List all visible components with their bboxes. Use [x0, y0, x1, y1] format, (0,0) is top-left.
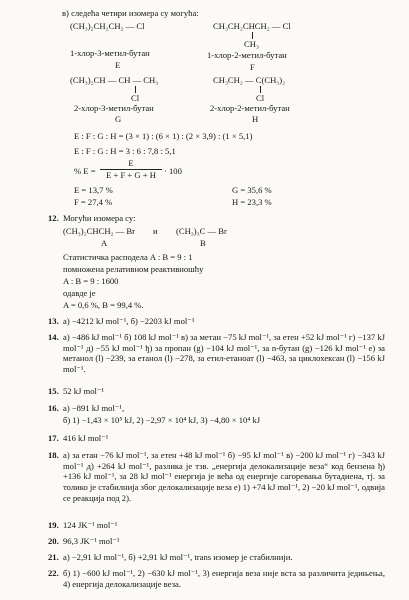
isomer-e-letter: E [115, 60, 121, 70]
problem-12-line-3: A : B = 9 : 1600 [63, 276, 119, 286]
problem-17-answer: 416 kJ mol⁻¹ [63, 433, 109, 443]
problem-13-number: 13. [48, 316, 59, 326]
isomer-g-bond [135, 86, 136, 93]
result-e: E = 13,7 % [74, 185, 113, 195]
problem-22-answer: б) 1) −600 kJ mol⁻¹, 2) −630 kJ mol⁻¹, 3) енергија веза није вста за различита једињења, 4) енергија делокализације веза. [63, 568, 385, 589]
problem-16-line-2: б) 1) −1,43 × 10⁵ kJ, 2) −2,97 × 10⁴ kJ, 3) −4,80 × 10⁴ kJ [63, 415, 261, 425]
problem-21-answer: a) −2,91 kJ mol⁻¹, б) +2,91 kJ mol⁻¹, trans изомер је стабилнији. [63, 552, 293, 562]
ratio-line-2: E : F : G : H = 3 : 6 : 7,8 : 5,1 [74, 146, 176, 156]
isomer-f-bond [252, 32, 253, 39]
problem-12-line-4: одавде је [63, 288, 96, 298]
problem-20-answer: 96,3 JK⁻¹ mol⁻¹ [63, 536, 120, 546]
problem-17-number: 17. [48, 433, 59, 443]
problem-16-number: 16. [48, 403, 59, 413]
percent-e-label: % E = [74, 166, 96, 176]
problem-12-intro: Могући изомера су: [63, 213, 136, 223]
problem-14-answer: a) −486 kJ mol⁻¹ б) 108 kJ mol⁻¹ в) за метан −75 kJ mol⁻¹, за етен +52 kJ mol⁻¹ г) −137 kJ mol⁻¹ д) −55 kJ mol⁻¹ ђ) за пропан (g) −104 kJ mol⁻¹, за n-бутан (g) −126 kJ mol⁻¹ е) за метанол (l) −239, за етанол (l) −278, за етил-етаноат (l) −463, за циклохексан (l) −156 kJ mol⁻¹. [63, 332, 385, 375]
isomer-e-formula: (CH₃)₂CH₂CH₂ — Cl [70, 21, 145, 31]
result-h: H = 23,3 % [232, 197, 272, 207]
problem-20-number: 20. [48, 536, 59, 546]
problem-21-number: 21. [48, 552, 59, 562]
isomer-h-substituent: Cl [256, 93, 265, 103]
isomer-f-name: 1-хлор-2-метил-бутан [207, 50, 287, 60]
result-g: G = 35,6 % [232, 185, 272, 195]
isomer-f-letter: F [250, 62, 255, 72]
isomer-g-letter: G [115, 114, 122, 124]
isomer-f-formula: CH₃CH₂CHCH₂ — Cl [213, 21, 291, 31]
fraction-denominator: E + F + G + H [106, 170, 156, 180]
isomer-g-name: 2-хлор-3-метил-бутан [74, 103, 154, 113]
ratio-line-1: E : F : G : H = (3 × 1) : (6 × 1) : (2 × 3,9) : (1 × 5,1) [74, 131, 253, 141]
problem-19-number: 19. [48, 520, 59, 530]
isomer-f-substituent: CH₃ [244, 39, 259, 49]
problem-15-answer: 52 kJ mol⁻¹ [63, 386, 105, 396]
isomer-g-substituent: Cl [131, 93, 140, 103]
problem-15-number: 15. [48, 386, 59, 396]
isomer-a-letter: A [101, 238, 108, 248]
result-f: F = 27,4 % [74, 197, 113, 207]
isomer-e-name: 1-хлор-3-метил-бутан [70, 48, 150, 58]
problem-13-answer: a) −4212 kJ mol⁻¹, б) −2203 kJ mol⁻¹ [63, 316, 195, 326]
problem-19-answer: 124 JK⁻¹ mol⁻¹ [63, 520, 118, 530]
fraction-multiplier: · 100 [164, 166, 182, 176]
problem-16-line-1: a) −891 kJ mol⁻¹, [63, 403, 125, 413]
problem-12-number: 12. [48, 213, 59, 223]
isomer-g-formula: (CH₃)₂CH — CH — CH₃ [70, 75, 159, 85]
fraction-numerator: E [128, 158, 134, 168]
problem-12-line-1: Статистичка расподела A : B = 9 : 1 [63, 252, 193, 262]
isomer-a-formula: (CH₃)₂CHCH₂ — Br [63, 226, 136, 236]
problem-18-number: 18. [48, 450, 59, 460]
part-v-intro: в) следећа четири изомера су могућа: [62, 8, 199, 18]
problem-18-answer: a) за етан −76 kJ mol⁻¹, за етен +48 kJ mol⁻¹ б) −95 kJ mol⁻¹ в) −200 kJ mol⁻¹ г) −343 kJ mol⁻¹ д) +264 kJ mol⁻¹, разлика је тзв. „енергија делокализације веза“ код бензена ђ) +136 kJ mol⁻¹, за 28 kJ mol⁻¹ енергија је већа од енергије сагоревања бутадиена, тј. за толико је стабилнија због делокализације веза е) 1) +74 kJ mol⁻¹, 2) −20 kJ mol⁻¹, одвија се реакција под 2). [63, 450, 385, 503]
problem-12-line-2: помножена релативном реактивношћу [63, 264, 204, 274]
isomer-h-bond [260, 86, 261, 93]
problem-22-number: 22. [48, 568, 59, 578]
isomer-b-formula: (CH₃)₃C — Br [176, 226, 227, 236]
isomer-h-name: 2-хлор-2-метил-бутан [210, 103, 290, 113]
isomer-h-letter: H [252, 114, 259, 124]
isomer-and: и [153, 226, 158, 236]
problem-12-line-5: A = 0,6 %, B = 99,4 %. [63, 300, 144, 310]
problem-14-number: 14. [48, 332, 59, 342]
isomer-h-formula: CH₃CH₂ — C(CH₃)₂ [213, 75, 286, 85]
isomer-b-letter: B [200, 238, 206, 248]
